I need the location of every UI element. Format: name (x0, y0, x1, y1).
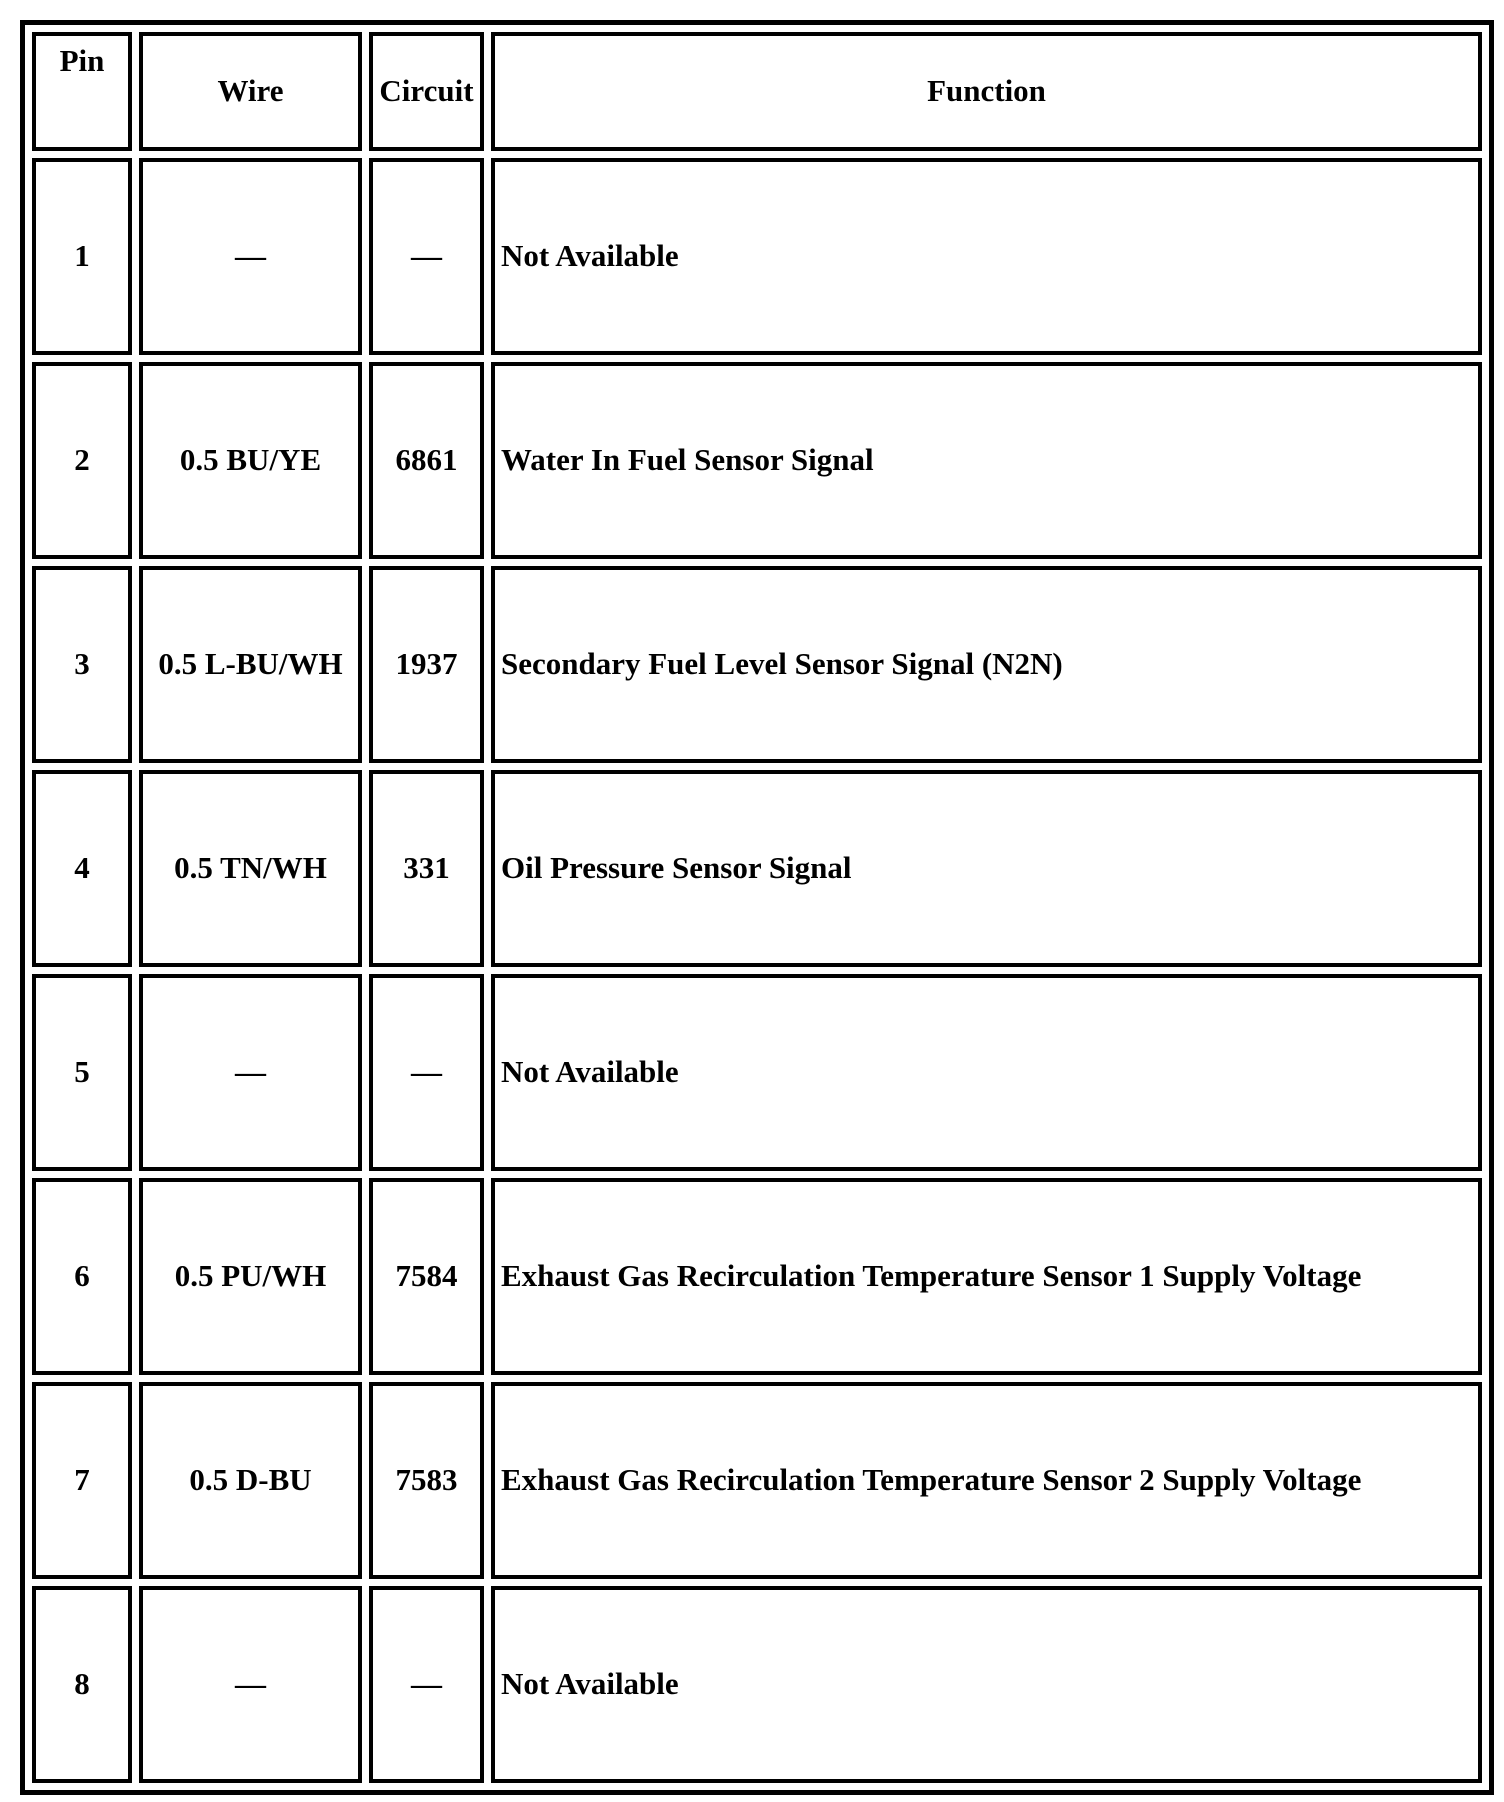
pin-cell: 6 (32, 1178, 132, 1375)
function-cell: Not Available (491, 1586, 1482, 1783)
pin-cell: 1 (32, 158, 132, 355)
function-cell: Secondary Fuel Level Sensor Signal (N2N) (491, 566, 1482, 763)
circuit-cell: — (369, 974, 484, 1171)
pin-cell: 4 (32, 770, 132, 967)
table-row (32, 1178, 1482, 1375)
table-row (32, 770, 1482, 967)
function-cell: Not Available (491, 158, 1482, 355)
wire-cell: 0.5 PU/WH (139, 1178, 362, 1375)
connector-pinout-table (20, 20, 1494, 1795)
pin-cell: 8 (32, 1586, 132, 1783)
header-pin: Pin (32, 32, 132, 151)
function-cell: Exhaust Gas Recirculation Temperature Sensor 1 Supply Voltage (491, 1178, 1482, 1375)
header-circuit: Circuit (369, 32, 484, 151)
wire-cell: 0.5 L-BU/WH (139, 566, 362, 763)
pin-cell: 2 (32, 362, 132, 559)
table-row (32, 158, 1482, 355)
circuit-cell: — (369, 158, 484, 355)
function-cell: Not Available (491, 974, 1482, 1171)
pin-cell: 5 (32, 974, 132, 1171)
header-row (32, 32, 1482, 151)
circuit-cell: 331 (369, 770, 484, 967)
table-row (32, 1586, 1482, 1783)
wire-cell: 0.5 D-BU (139, 1382, 362, 1579)
wire-cell: — (139, 974, 362, 1171)
circuit-cell: 7583 (369, 1382, 484, 1579)
table-row (32, 362, 1482, 559)
function-cell: Water In Fuel Sensor Signal (491, 362, 1482, 559)
header-wire: Wire (139, 32, 362, 151)
wire-cell: — (139, 1586, 362, 1783)
wire-cell: 0.5 BU/YE (139, 362, 362, 559)
table-row (32, 566, 1482, 763)
pin-cell: 7 (32, 1382, 132, 1579)
table-row (32, 1382, 1482, 1579)
function-cell: Oil Pressure Sensor Signal (491, 770, 1482, 967)
circuit-cell: 6861 (369, 362, 484, 559)
wire-cell: 0.5 TN/WH (139, 770, 362, 967)
circuit-cell: 7584 (369, 1178, 484, 1375)
function-cell: Exhaust Gas Recirculation Temperature Sensor 2 Supply Voltage (491, 1382, 1482, 1579)
table-row (32, 974, 1482, 1171)
wire-cell: — (139, 158, 362, 355)
circuit-cell: — (369, 1586, 484, 1783)
pin-cell: 3 (32, 566, 132, 763)
header-function: Function (491, 32, 1482, 151)
circuit-cell: 1937 (369, 566, 484, 763)
